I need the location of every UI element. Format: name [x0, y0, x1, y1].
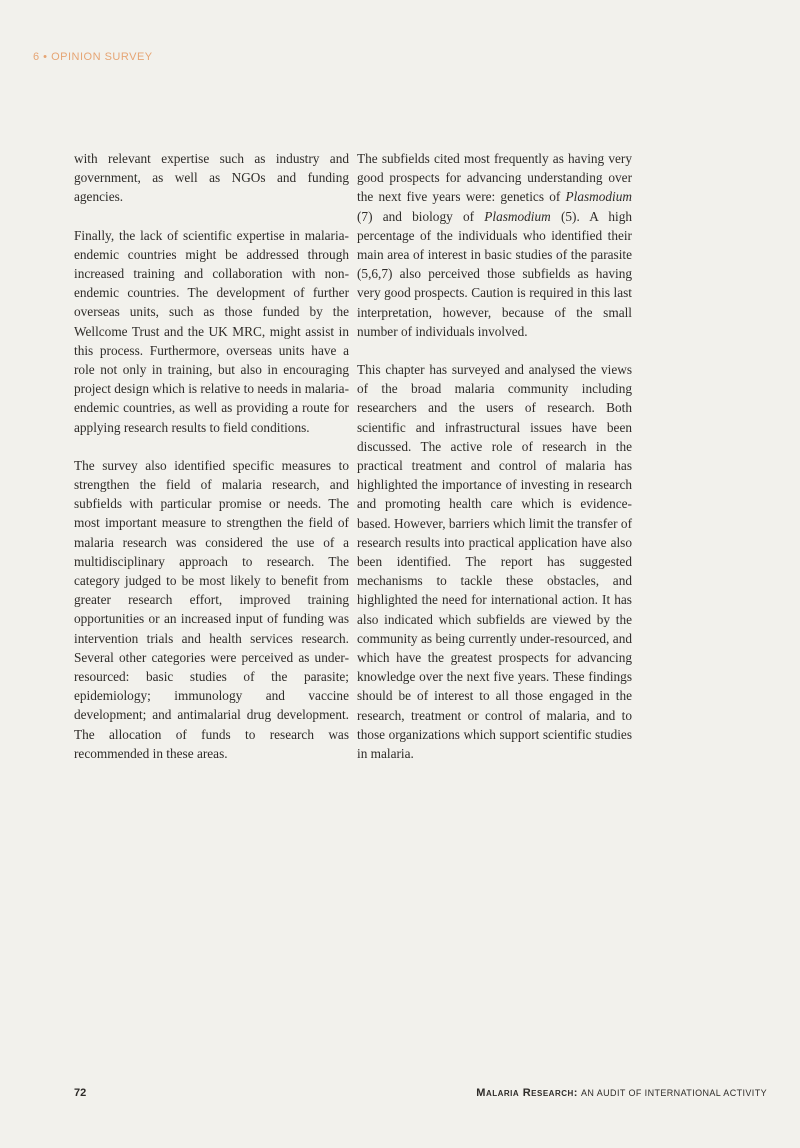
- book-title-sub: AN AUDIT OF INTERNATIONAL ACTIVITY: [581, 1088, 767, 1098]
- text-run: The subfields cited most frequently as having very good prospects for advancing understanding over the next five years were: genetics of: [357, 151, 632, 205]
- paragraph: The survey also identified specific measures to strengthen the field of malaria research, and subfields with particular promise or needs. The most important measure to strengthen the field of malaria research was considered the use of a multidisciplinary approach to research. The category judged to be most likely to benefit from greater research effort, improved training opportunities or an increased input of funding was intervention trials and health services research. Several other categories were perceived as under-resourced: basic studies of the parasite; epidemiology; immunology and vaccine development; and antimalarial drug development. The allocation of funds to research was recommended in these areas.: [74, 457, 349, 761]
- running-head: 6 • OPINION SURVEY: [33, 51, 153, 63]
- page-number: 72: [74, 1087, 87, 1099]
- book-title-main: Malaria Research:: [476, 1087, 578, 1099]
- right-column: [357, 149, 632, 782]
- text-run: (5). A high percentage of the individuals who identified their main area of interest in basic studies of the parasite (5,6,7) also perceived those subfields as having very good prospects. Caution is required in this last interpretation, however, because of the small number of individuals involved.: [357, 208, 633, 339]
- paragraph: Finally, the lack of scientific expertise in malaria-endemic countries might be addressed through increased training and collaboration with non-endemic countries. The development of further overseas units, such as those funded by the Wellcome Trust and the UK MRC, might assist in this process. Furthermore, overseas units have a role not only in training, but also in encouraging project design which is relative to needs in malaria-endemic countries, as well as providing a route for applying research results to field conditions.: [74, 227, 349, 435]
- italic-term: Plasmodium: [484, 208, 551, 224]
- left-column: [74, 149, 349, 782]
- paragraph: [357, 149, 632, 341]
- italic-term: Plasmodium: [565, 189, 633, 205]
- paragraph: This chapter has surveyed and analysed the views of the broad malaria community including researchers and the users of research. Both scientific and infrastructural issues have been discussed. The active role of research in the practical treatment and control of malaria has highlighted the importance of investing in research and promoting health care which is evidence-based. However, barriers which limit the transfer of research results into practical application have also been identified. The report has suggested mechanisms to tackle these obstacles, and highlighted the need for international action. It has also indicated which subfields are viewed by the community as being currently under-resourced, and which have the greatest prospects for advancing knowledge over the next five years. These findings should be of interest to all those engaged in the research, treatment or control of malaria, and to those organizations which support scientific studies in malaria.: [357, 362, 632, 762]
- text-run: (7) and biology of: [357, 208, 475, 224]
- book-title: [476, 1087, 767, 1099]
- paragraph: with relevant expertise such as industry and government, as well as NGOs and funding agencies.: [74, 151, 349, 205]
